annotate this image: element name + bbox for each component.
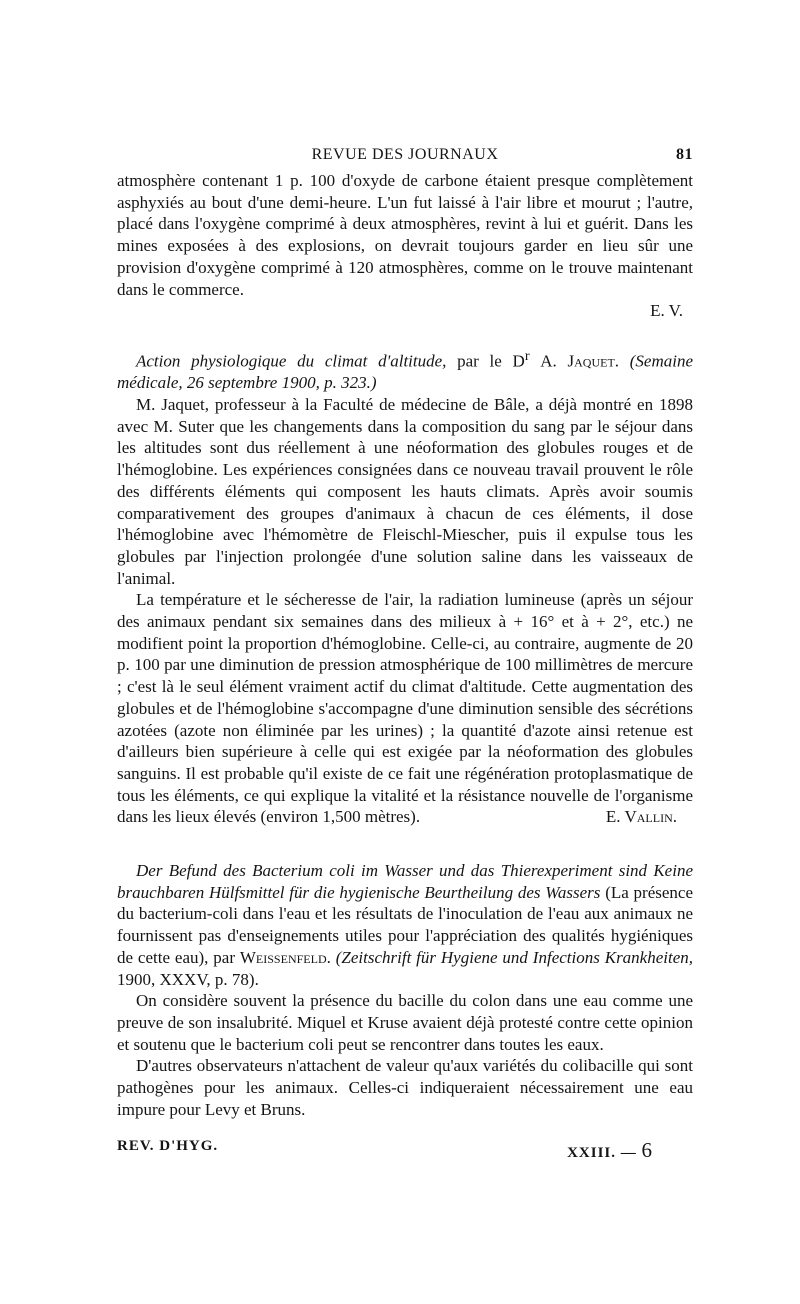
section3-citation: 1900, XXXV, p. 78). bbox=[117, 969, 259, 989]
footer-signature-mark bbox=[567, 1138, 653, 1163]
section2-paragraph-2 bbox=[117, 589, 693, 828]
section2-author-sup: r bbox=[524, 347, 530, 364]
page-number: 81 bbox=[676, 146, 693, 163]
section3-heading bbox=[117, 860, 693, 990]
footer-journal-abbrev: REV. D'HYG. bbox=[117, 1138, 219, 1154]
footer-volume: XXIII. — bbox=[567, 1145, 637, 1161]
section3-title: Der Befund des Bacterium coli im Wasser und das Thierexperiment sind Keine brauchbaren Hülfsmittel für die hygienische Beurtheilung des Wassers bbox=[117, 861, 693, 902]
section3-journal: (Zeitschrift für Hygiene und Infections Krankheiten, bbox=[335, 947, 694, 967]
spacer bbox=[117, 828, 693, 860]
section3-paragraph-2: D'autres observateurs n'attachent de valeur qu'aux variétés du colibacille qui sont pathogènes pour les animaux. Celles-ci indiqueraient nécessairement une eau impure pour Levy et Bruns. bbox=[117, 1056, 693, 1119]
section2-signature: E. Vallin. bbox=[605, 807, 677, 827]
section1-paragraph bbox=[117, 170, 693, 322]
section2-author-prefix: par le D bbox=[457, 351, 525, 371]
section2-author: A. Jaquet. bbox=[540, 351, 620, 371]
section2-paragraph-2-text: La température et le sécheresse de l'air, la radiation lumineuse (après un séjour des animaux pendant six semaines dans des milieux à + 16° et à + 2°, etc.) ne modifient point la proportion d'hémoglobine. Celle-ci, au contraire, augmente de 20 p. 100 par une diminution de pression atmosphérique de 100 millimètres de mercure ; c'est là le seul élément vraiment actif du climat d'altitude. Cette augmentation des globules et de l'hémoglobine s'accompagne d'une diminution sensible des sécrétions azotées (azote non éliminée par les urines) ; la quantité d'azote ainsi retenue est d'ailleurs bien supérieure à celle qui est exigée par la néoformation des globules sanguins. Il est probable qu'il existe de ce fait une régénération protoplasmatique de tous les éléments, ce qui explique la vitalité et la résistance nouvelle de l'organisme dans les lieux élevés (environ 1,500 mètres). bbox=[117, 590, 693, 827]
section2-heading bbox=[117, 346, 693, 394]
section1-signature: E. V. bbox=[650, 301, 683, 321]
section3-summary: (La présence du bacterium-coli dans l'eau et les résultats de l'inoculation de l'eau aux animaux ne fournissent pas d'enseignements utiles pour l'appréciation des qualités hygiéniques de cette eau), par bbox=[117, 882, 693, 967]
footer-sheet-number: 6 bbox=[641, 1138, 653, 1162]
running-head bbox=[117, 146, 693, 168]
section2-paragraph-1: M. Jaquet, professeur à la Faculté de médecine de Bâle, a déjà montré en 1898 avec M. Suter que les changements dans la composition du sang par le séjour dans les altitudes sont dus réellement à une néoformation des globules rouges et de l'hémoglobine. Les expériences consignées dans ce nouveau travail prouvent le rôle des différents éléments qui composent les hauts climats. Après avoir soumis comparativement des groupes d'animaux à chacun de ces éléments, il dose l'hémoglobine avec l'hémomètre de Fleischl-Miescher, puis il expulse tous les globules par l'injection prolongée d'une solution saline dans les vaisseaux de l'animal. bbox=[117, 394, 693, 588]
body-text bbox=[117, 170, 693, 1120]
page-footer bbox=[117, 1138, 693, 1162]
section3-author: Weissenfeld. bbox=[239, 947, 331, 967]
section1-text: atmosphère contenant 1 p. 100 d'oxyde de carbone étaient presque complètement asphyxiés au bout d'une demi-heure. L'un fut laissé à l'air libre et mourut ; l'autre, placé dans l'oxygène comprimé à deux atmosphères, revint à lui et guérit. Dans les mines exposées à des explosions, on devrait toujours garder en lieu sûr une provision d'oxygène comprimé à 120 atmosphères, comme on le trouve maintenant dans le commerce. bbox=[117, 171, 693, 299]
section3-paragraph-1: On considère souvent la présence du bacille du colon dans une eau comme une preuve de son insalubrité. Miquel et Kruse avaient déjà protesté contre cette opinion et soutenu que le bacterium coli peut se rencontrer dans toutes les eaux. bbox=[117, 991, 693, 1054]
section2-title: Action physiologique du climat d'altitude, bbox=[136, 351, 447, 371]
spacer bbox=[117, 322, 693, 346]
section2-source: (Semaine médicale, 26 septembre 1900, p. 323.) bbox=[117, 351, 694, 393]
running-head-title: REVUE DES JOURNAUX bbox=[311, 146, 499, 163]
